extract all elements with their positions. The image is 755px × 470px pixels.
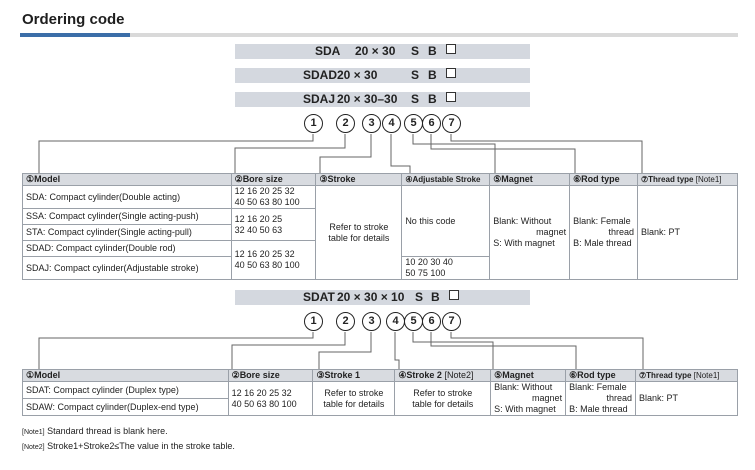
section-title: Ordering code (22, 11, 125, 28)
code-b: B (428, 44, 437, 58)
code-s: S (411, 68, 420, 82)
note-2: [Note2] Stroke1+Stroke2≤The value in the stroke table. (22, 441, 235, 451)
model-cell: SDAD: Compact cylinder(Double rod) (23, 241, 232, 257)
model-cell: SDAW: Compact cylinder(Duplex-end type) (23, 399, 229, 416)
bore-cell: 12 16 20 25 32 40 50 63 80 100 (231, 241, 316, 280)
col-header-magnet: ⑤Magnet (490, 174, 570, 186)
table-header-row (23, 370, 738, 382)
marker-5: 5 (404, 114, 423, 133)
marker-6: 6 (422, 114, 441, 133)
model-cell: SDAT: Compact cylinder (Duplex type) (23, 382, 229, 399)
col-header-rod-type: ⑥Rod type (570, 174, 638, 186)
bore-cell: 12 16 20 25 32 40 50 63 80 100 (228, 382, 313, 416)
marker-1: 1 (304, 312, 323, 331)
stroke-cell: Refer to stroke table for details (316, 186, 402, 280)
code-size: 20 × 30 (337, 68, 378, 82)
thread-box-icon (446, 68, 456, 78)
title-underline-accent (20, 33, 130, 37)
model-cell: SDA: Compact cylinder(Double acting) (23, 186, 232, 209)
model-cell: STA: Compact cylinder(Single acting-pull) (23, 225, 232, 241)
code-s: S (411, 44, 420, 58)
code-row-sda (235, 44, 530, 59)
marker-7: 7 (442, 312, 461, 331)
ordering-table-1 (22, 173, 738, 280)
table-header-row (23, 174, 738, 186)
marker-2: 2 (336, 114, 355, 133)
marker-5: 5 (404, 312, 423, 331)
marker-4: 4 (386, 312, 405, 331)
code-row-sdaj (235, 92, 530, 107)
marker-1: 1 (304, 114, 323, 133)
marker-7: 7 (442, 114, 461, 133)
thread-type-cell: Blank: PT (637, 186, 737, 280)
bore-cell: 12 16 20 25 32 40 50 63 (231, 209, 316, 241)
model-cell: SSA: Compact cylinder(Single acting-push) (23, 209, 232, 225)
thread-box-icon (449, 290, 459, 300)
code-b: B (428, 92, 437, 106)
code-s: S (411, 92, 420, 106)
adjustable-none-cell: No this code (402, 186, 490, 257)
rod-type-cell: Blank: Female thread B: Male thread (566, 382, 636, 416)
code-model: SDA (315, 44, 341, 58)
col-header-bore: ②Bore size (231, 174, 316, 186)
stroke-2-cell: Refer to stroke table for details (395, 382, 491, 416)
marker-2: 2 (336, 312, 355, 331)
code-row-sdat (235, 290, 530, 305)
note-1: [Note1] Standard thread is blank here. (22, 426, 168, 436)
col-header-thread-type: ⑦Thread type [Note1] (637, 174, 737, 186)
code-size: 20 × 30 (355, 44, 396, 58)
col-header-rod-type: ⑥Rod type (566, 370, 636, 382)
code-b: B (431, 290, 440, 304)
code-s: S (415, 290, 424, 304)
model-cell: SDAJ: Compact cylinder(Adjustable stroke) (23, 257, 232, 280)
col-header-stroke-2: ④Stroke 2 [Note2] (395, 370, 491, 382)
col-header-adjustable-stroke: ④Adjustable Stroke (402, 174, 490, 186)
col-header-magnet: ⑤Magnet (491, 370, 566, 382)
ordering-table-2 (22, 369, 738, 416)
code-b: B (428, 68, 437, 82)
bore-cell: 12 16 20 25 32 40 50 63 80 100 (231, 186, 316, 209)
code-size: 20 × 30–30 (337, 92, 398, 106)
code-row-sdad (235, 68, 530, 83)
thread-box-icon (446, 92, 456, 102)
rod-type-cell: Blank: Female thread B: Male thread (570, 186, 638, 280)
code-size: 20 × 30 × 10 (337, 290, 405, 304)
code-model: SDAD (303, 68, 338, 82)
marker-3: 3 (362, 312, 381, 331)
marker-3: 3 (362, 114, 381, 133)
col-header-bore: ②Bore size (228, 370, 313, 382)
thread-type-cell: Blank: PT (635, 382, 737, 416)
col-header-stroke: ③Stroke (316, 174, 402, 186)
col-header-thread-type: ⑦Thread type [Note1] (635, 370, 737, 382)
col-header-stroke-1: ③Stroke 1 (313, 370, 395, 382)
title-underline (20, 33, 738, 37)
marker-4: 4 (382, 114, 401, 133)
col-header-model: ①Model (23, 174, 232, 186)
thread-box-icon (446, 44, 456, 54)
magnet-cell: Blank: Without magnet S: With magnet (491, 382, 566, 416)
adjustable-values-cell: 10 20 30 40 50 75 100 (402, 257, 490, 280)
magnet-cell: Blank: Without magnet S: With magnet (490, 186, 570, 280)
marker-6: 6 (422, 312, 441, 331)
code-model: SDAT (303, 290, 335, 304)
stroke-1-cell: Refer to stroke table for details (313, 382, 395, 416)
col-header-model: ①Model (23, 370, 229, 382)
code-model: SDAJ (303, 92, 336, 106)
